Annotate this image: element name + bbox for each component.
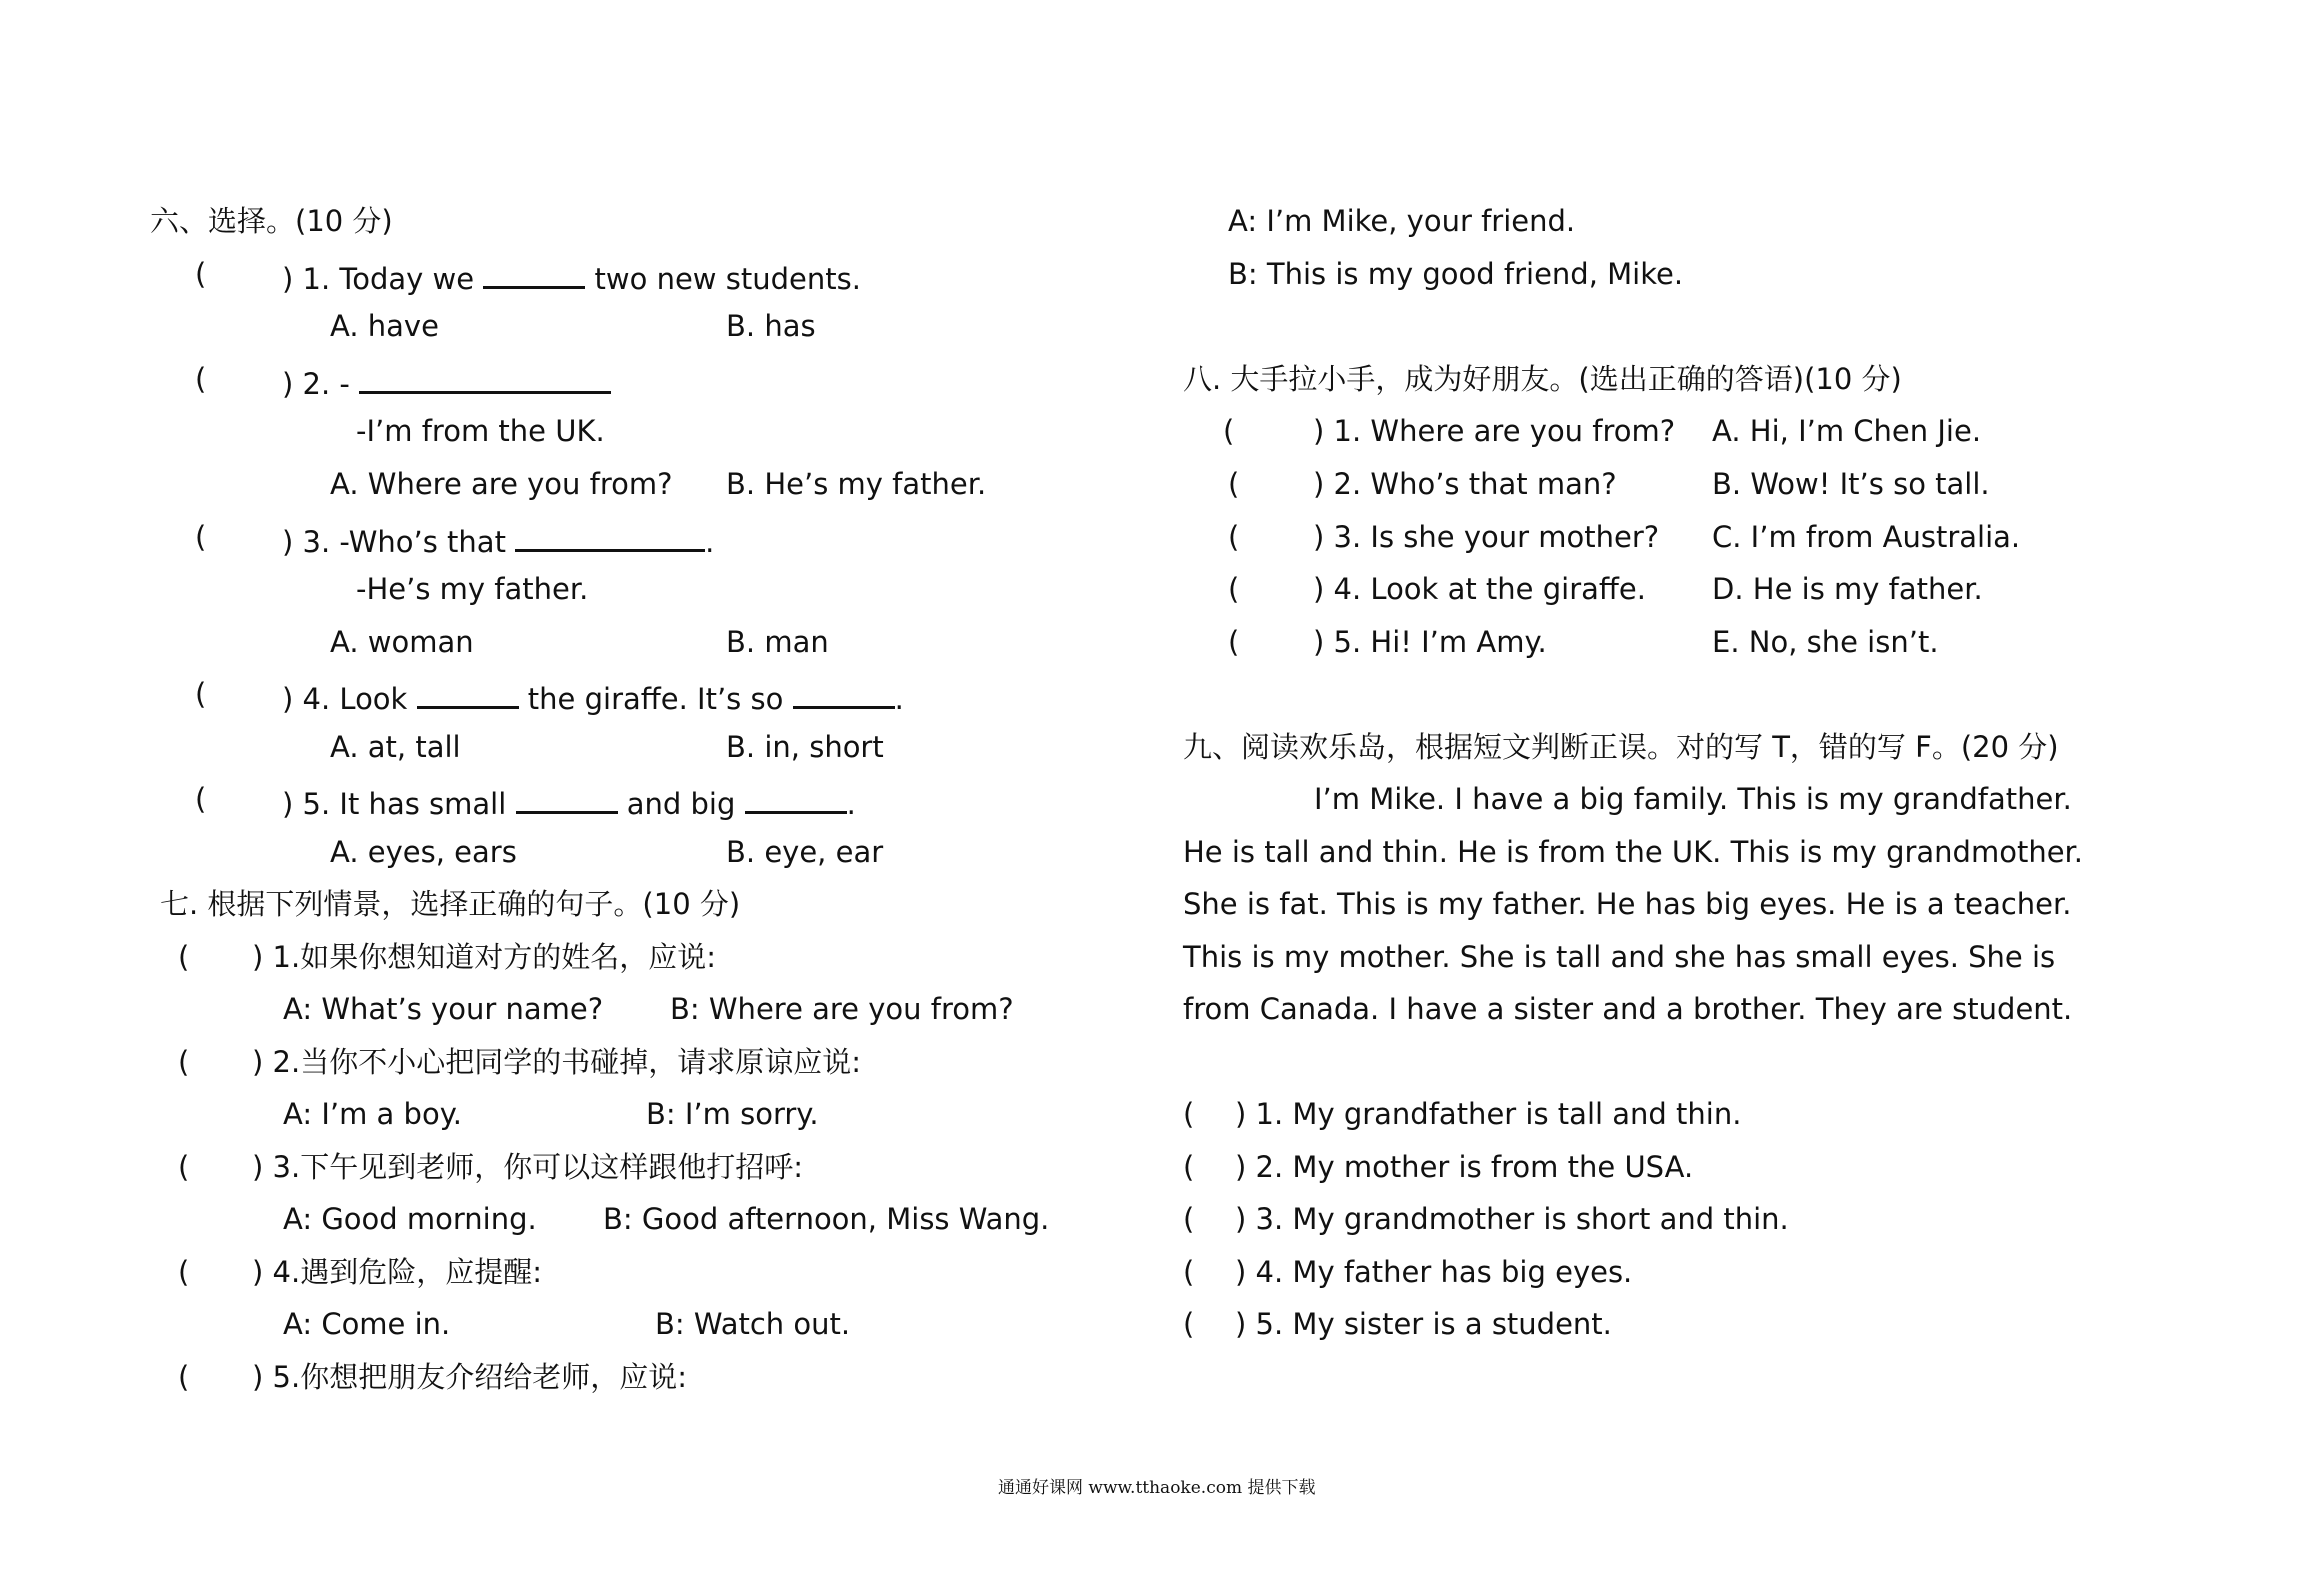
match-answer: D. He is my father. [1712,572,1983,606]
passage-line: from Canada. I have a sister and a brother. They are student. [1183,992,2073,1026]
paren: ( [1183,1307,1195,1341]
match-question: ) 1. Where are you from? [1313,414,1676,448]
paren: ( [178,1255,190,1289]
question-text: ) 3.下午见到老师，你可以这样跟他打招呼: [252,1150,803,1184]
passage-line: I’m Mike. I have a big family. This is my grandfather. [1314,782,2072,816]
judge-item: ) 1. My grandfather is tall and thin. [1235,1097,1742,1131]
question-text: ) 1. Today we two new students. [282,262,861,296]
question-text: ) 5.你想把朋友介绍给老师，应说: [252,1360,687,1394]
paren: ( [1183,1150,1195,1184]
option-a: A. have [330,309,439,343]
question-text: ) 1.如果你想知道对方的姓名，应说: [252,940,716,974]
question-text: ) 2.当你不小心把同学的书碰掉，请求原谅应说: [252,1045,861,1079]
option-a: A: I’m Mike, your friend. [1228,204,1576,238]
option-a: A: Good morning. [283,1202,537,1236]
option-b: B: Watch out. [655,1307,851,1341]
match-answer: B. Wow! It’s so tall. [1712,467,1990,501]
answer-blank[interactable] [417,680,519,709]
paren: ( [195,520,207,554]
paren: ( [178,1150,190,1184]
answer-blank[interactable] [516,785,618,814]
passage-line: He is tall and thin. He is from the UK. This is my grandmother. [1183,835,2084,869]
section-7-title: 七. 根据下列情景，选择正确的句子。(10 分) [160,887,741,921]
paren: ( [1228,467,1240,501]
match-question: ) 4. Look at the giraffe. [1313,572,1646,606]
match-answer: A. Hi, I’m Chen Jie. [1712,414,1982,448]
option-b: B: Good afternoon, Miss Wang. [603,1202,1050,1236]
answer-blank[interactable] [793,680,895,709]
question-text: ) 4. Look the giraffe. It’s so . [282,682,904,716]
match-question: ) 2. Who’s that man? [1313,467,1617,501]
option-a: A: I’m a boy. [283,1097,462,1131]
paren: ( [178,1360,190,1394]
judge-item: ) 5. My sister is a student. [1235,1307,1612,1341]
section-6-title: 六、选择。(10 分) [150,204,393,238]
question-text: ) 2. - [282,365,611,399]
option-a: A: Come in. [283,1307,451,1341]
judge-item: ) 2. My mother is from the USA. [1235,1150,1694,1184]
option-a: A. at, tall [330,730,461,764]
answer-blank[interactable] [515,523,705,552]
paren: ( [178,940,190,974]
option-b: B. has [726,309,816,343]
option-b: B: Where are you from? [670,992,1014,1026]
question-text: ) 3. -Who’s that . [282,525,715,559]
passage-line: She is fat. This is my father. He has big eyes. He is a teacher. [1183,887,2072,921]
option-b: B: I’m sorry. [646,1097,819,1131]
match-answer: C. I’m from Australia. [1712,520,2021,554]
paren: ( [1228,572,1240,606]
question-text: ) 5. It has small and big . [282,787,856,821]
paren: ( [1183,1097,1195,1131]
option-b: B: This is my good friend, Mike. [1228,257,1684,291]
passage-line: This is my mother. She is tall and she has small eyes. She is [1183,940,2056,974]
paren: ( [1228,625,1240,659]
paren: ( [195,257,207,291]
paren: ( [178,1045,190,1079]
option-b: B. in, short [726,730,884,764]
answer-blank[interactable] [483,260,585,289]
reply-line: -He’s my father. [356,572,589,606]
section-9-title: 九、阅读欢乐岛，根据短文判断正误。对的写 T，错的写 F。(20 分) [1183,730,2059,764]
answer-blank[interactable] [745,785,847,814]
paren: ( [195,362,207,396]
judge-item: ) 3. My grandmother is short and thin. [1235,1202,1789,1236]
paren: ( [1183,1202,1195,1236]
option-b: B. He’s my father. [726,467,987,501]
match-question: ) 3. Is she your mother? [1313,520,1660,554]
match-answer: E. No, she isn’t. [1712,625,1939,659]
option-a: A. woman [330,625,474,659]
paren: ( [195,782,207,816]
option-a: A. Where are you from? [330,467,673,501]
match-question: ) 5. Hi! I’m Amy. [1313,625,1547,659]
option-a: A. eyes, ears [330,835,517,869]
question-text: ) 4.遇到危险，应提醒: [252,1255,542,1289]
paren: ( [1228,520,1240,554]
reply-line: -I’m from the UK. [356,414,605,448]
answer-blank[interactable] [359,365,611,394]
option-a: A: What’s your name? [283,992,604,1026]
paren: ( [1223,414,1235,448]
section-8-title: 八. 大手拉小手，成为好朋友。(选出正确的答语)(10 分) [1183,362,1902,396]
paren: ( [195,677,207,711]
option-b: B. eye, ear [726,835,884,869]
judge-item: ) 4. My father has big eyes. [1235,1255,1633,1289]
option-b: B. man [726,625,829,659]
footer-text: 通通好课网 www.tthaoke.com 提供下载 [998,1478,1316,1498]
paren: ( [1183,1255,1195,1289]
